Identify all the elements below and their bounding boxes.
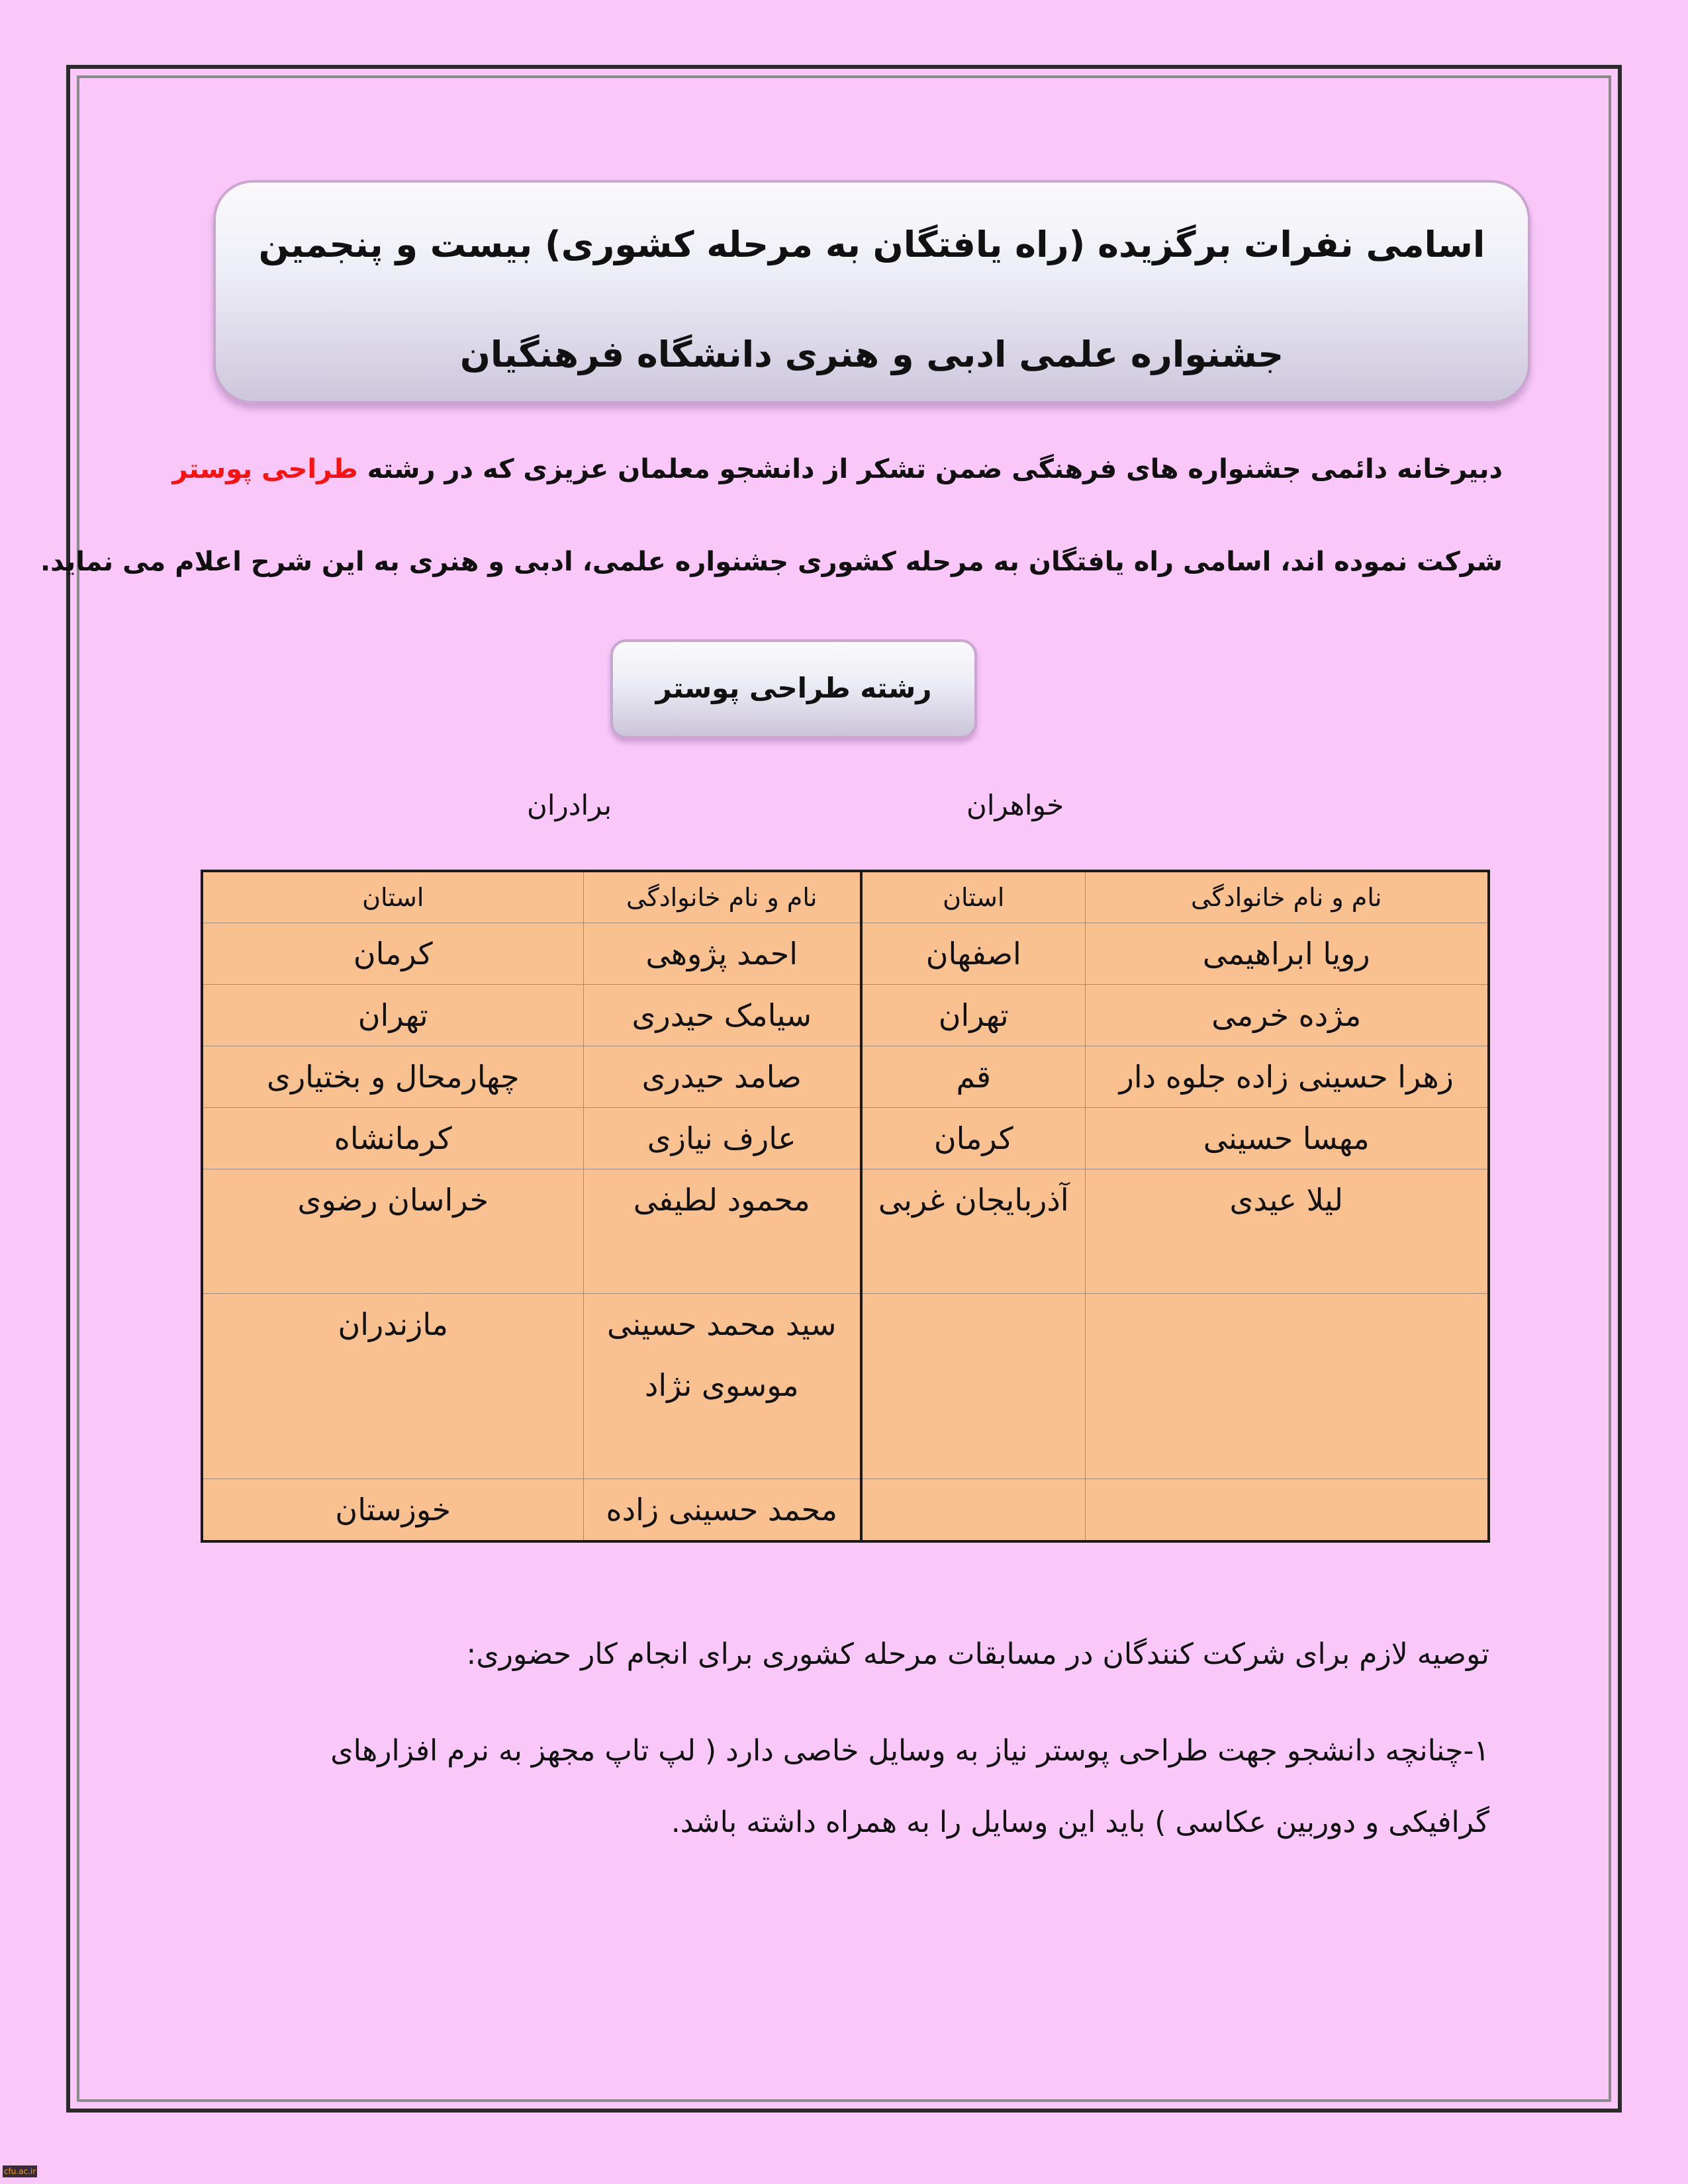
recommendation-heading: توصیه لازم برای شرکت کنندگان در مسابقات مرحله کشوری برای انجام کار حضوری: bbox=[466, 1637, 1489, 1671]
cell-sister-name: زهرا حسینی زاده جلوه دار bbox=[1085, 1046, 1489, 1108]
cell-brother-province: خراسان رضوی bbox=[202, 1169, 583, 1294]
cell-sister-province: تهران bbox=[861, 985, 1085, 1046]
section-title: رشته طراحی پوستر bbox=[610, 639, 977, 739]
intro-line-1 bbox=[172, 454, 1503, 484]
title-line-1: اسامی نفرات برگزیده (راه یافتگان به مرحله کشوری) بیست و پنجمین bbox=[258, 224, 1485, 265]
group-label-brothers: برادران bbox=[527, 789, 612, 821]
recommendation-item-1-line-1: ۱-چنانچه دانشجو جهت طراحی پوستر نیاز به وسایل خاصی دارد ( لپ تاپ مجهز به نرم افزارهای bbox=[330, 1734, 1489, 1768]
cell-sister-province bbox=[861, 1479, 1085, 1542]
header-province: استان bbox=[202, 871, 583, 923]
table-row bbox=[202, 1108, 1489, 1169]
intro-text: دبیرخانه دائمی جشنواره های فرهنگی ضمن تشکر از دانشجو معلمان عزیزی که در رشته bbox=[357, 454, 1503, 484]
cell-brother-province: تهران bbox=[202, 985, 583, 1046]
winners-table bbox=[201, 870, 1490, 1543]
cell-sister-province bbox=[861, 1294, 1085, 1479]
table-row bbox=[202, 985, 1489, 1046]
cell-brother-province: کرمانشاه bbox=[202, 1108, 583, 1169]
header-province: استان bbox=[861, 871, 1085, 923]
title-line-2: جشنواره علمی ادبی و هنری دانشگاه فرهنگیان bbox=[459, 334, 1284, 375]
cell-brother-name: عارف نیازی bbox=[583, 1108, 861, 1169]
table-row bbox=[202, 1479, 1489, 1542]
cell-brother-province: خوزستان bbox=[202, 1479, 583, 1542]
cell-sister-name bbox=[1085, 1294, 1489, 1479]
cell-brother-name: محمد حسینی زاده bbox=[583, 1479, 861, 1542]
intro-line-2: شرکت نموده اند، اسامی راه یافتگان به مرحله کشوری جشنواره علمی، ادبی و هنری به این شرح اعلام می نماید. bbox=[40, 547, 1503, 577]
cell-sister-name bbox=[1085, 1479, 1489, 1542]
cell-sister-name: لیلا عیدی bbox=[1085, 1169, 1489, 1294]
title-banner bbox=[213, 180, 1530, 404]
cell-brother-province: کرمان bbox=[202, 923, 583, 985]
cell-sister-province: کرمان bbox=[861, 1108, 1085, 1169]
cell-sister-name: رویا ابراهیمی bbox=[1085, 923, 1489, 985]
header-name: نام و نام خانوادگی bbox=[1085, 871, 1489, 923]
cell-brother-name: احمد پژوهی bbox=[583, 923, 861, 985]
header-name: نام و نام خانوادگی bbox=[583, 871, 861, 923]
cell-sister-province: قم bbox=[861, 1046, 1085, 1108]
table-row bbox=[202, 1169, 1489, 1294]
cell-brother-name: سیامک حیدری bbox=[583, 985, 861, 1046]
cell-brother-name: محمود لطیفی bbox=[583, 1169, 861, 1294]
cell-sister-province: اصفهان bbox=[861, 923, 1085, 985]
table-row bbox=[202, 1046, 1489, 1108]
cell-brother-province: مازندران bbox=[202, 1294, 583, 1479]
cell-sister-name: مژده خرمی bbox=[1085, 985, 1489, 1046]
table-row bbox=[202, 923, 1489, 985]
site-watermark: cfu.ac.ir bbox=[3, 2167, 36, 2176]
table-row bbox=[202, 1294, 1489, 1479]
recommendation-item-1-line-2: گرافیکی و دوربین عکاسی ) باید این وسایل را به همراه داشته باشد. bbox=[671, 1805, 1489, 1839]
cell-brother-name: صامد حیدری bbox=[583, 1046, 861, 1108]
intro-highlight: طراحی پوستر bbox=[172, 454, 358, 484]
cell-sister-province: آذربایجان غربی bbox=[861, 1169, 1085, 1294]
table-header-row bbox=[202, 871, 1489, 923]
group-label-sisters: خواهران bbox=[966, 789, 1064, 821]
cell-brother-name: سید محمد حسینی موسوی نژاد bbox=[583, 1294, 861, 1479]
cell-sister-name: مهسا حسینی bbox=[1085, 1108, 1489, 1169]
cell-brother-province: چهارمحال و بختیاری bbox=[202, 1046, 583, 1108]
